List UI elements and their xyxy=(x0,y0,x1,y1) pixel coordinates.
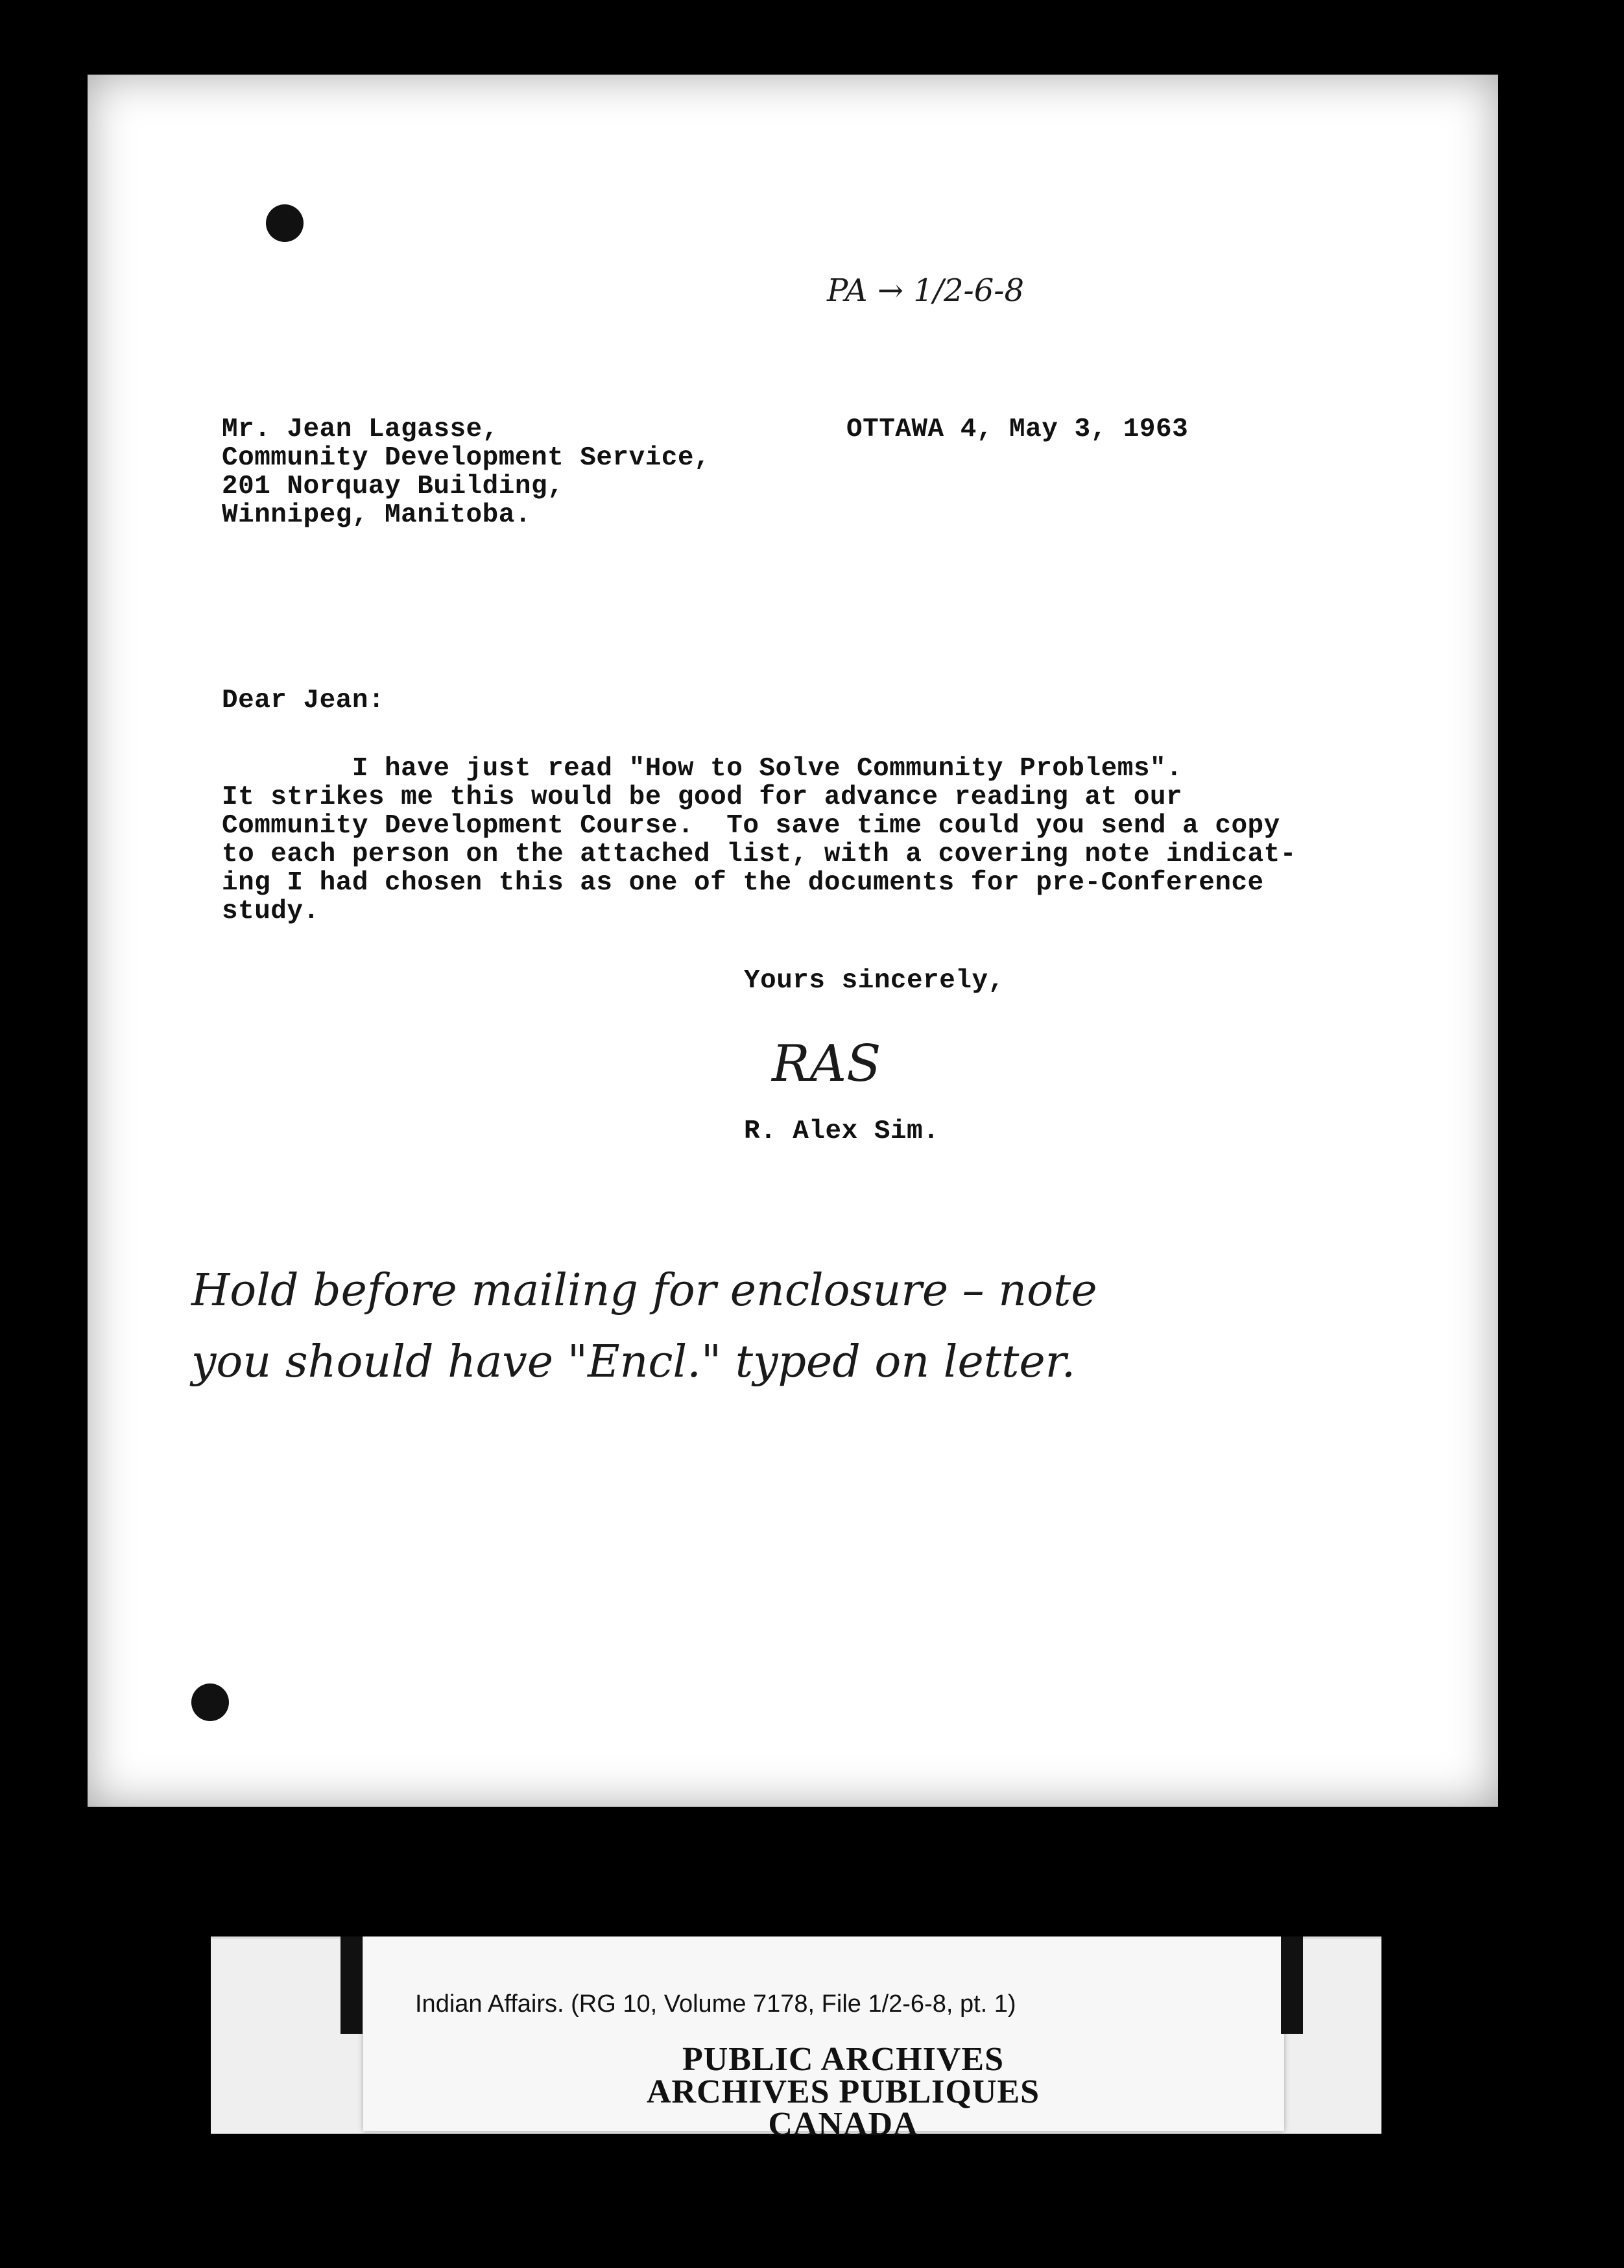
body-line: to each person on the attached list, with a covering note indicat- xyxy=(222,839,1296,869)
note-line: you should have "Encl." typed on letter. xyxy=(191,1336,1076,1388)
punch-hole-top xyxy=(266,204,304,242)
label-tab-left xyxy=(340,1936,363,2034)
dateline: OTTAWA 4, May 3, 1963 xyxy=(846,415,1189,444)
body-line: study. xyxy=(222,897,320,926)
handwritten-signature: RAS xyxy=(772,1035,881,1093)
recipient-organization: Community Development Service, xyxy=(222,443,711,473)
recipient-name: Mr. Jean Lagasse, xyxy=(222,415,499,444)
letter-body xyxy=(222,754,1296,926)
punch-hole-bottom xyxy=(191,1683,229,1721)
signer-name: R. Alex Sim. xyxy=(744,1116,940,1146)
recipient-city: Winnipeg, Manitoba. xyxy=(222,500,531,530)
recipient-street: 201 Norquay Building, xyxy=(222,472,564,501)
salutation: Dear Jean: xyxy=(222,686,385,716)
stamp-line: PUBLIC ARCHIVES xyxy=(682,2041,1005,2078)
archive-citation: Indian Affairs. (RG 10, Volume 7178, File 1/2-6-8, pt. 1) xyxy=(415,1990,1016,2018)
note-line: Hold before mailing for enclosure – note xyxy=(191,1265,1097,1316)
file-reference-handwritten: PA → 1/2-6-8 xyxy=(827,272,1025,309)
body-line: It strikes me this would be good for advance reading at our xyxy=(222,782,1183,812)
label-tab-right xyxy=(1281,1936,1303,2034)
recipient-address xyxy=(222,415,710,529)
body-line: Community Development Course. To save time could you send a copy xyxy=(222,811,1280,841)
stamp-line: ARCHIVES PUBLIQUES xyxy=(646,2073,1040,2110)
stamp-line: CANADA xyxy=(768,2106,918,2143)
body-line: ing I had chosen this as one of the documents for pre-Conference xyxy=(222,868,1264,898)
archive-stamp xyxy=(383,2041,1304,2143)
letter-page xyxy=(88,75,1498,1807)
body-line: I have just read "How to Solve Community Problems". xyxy=(222,754,1183,784)
complimentary-close: Yours sincerely, xyxy=(744,966,1005,996)
handwritten-note xyxy=(191,1255,1097,1398)
